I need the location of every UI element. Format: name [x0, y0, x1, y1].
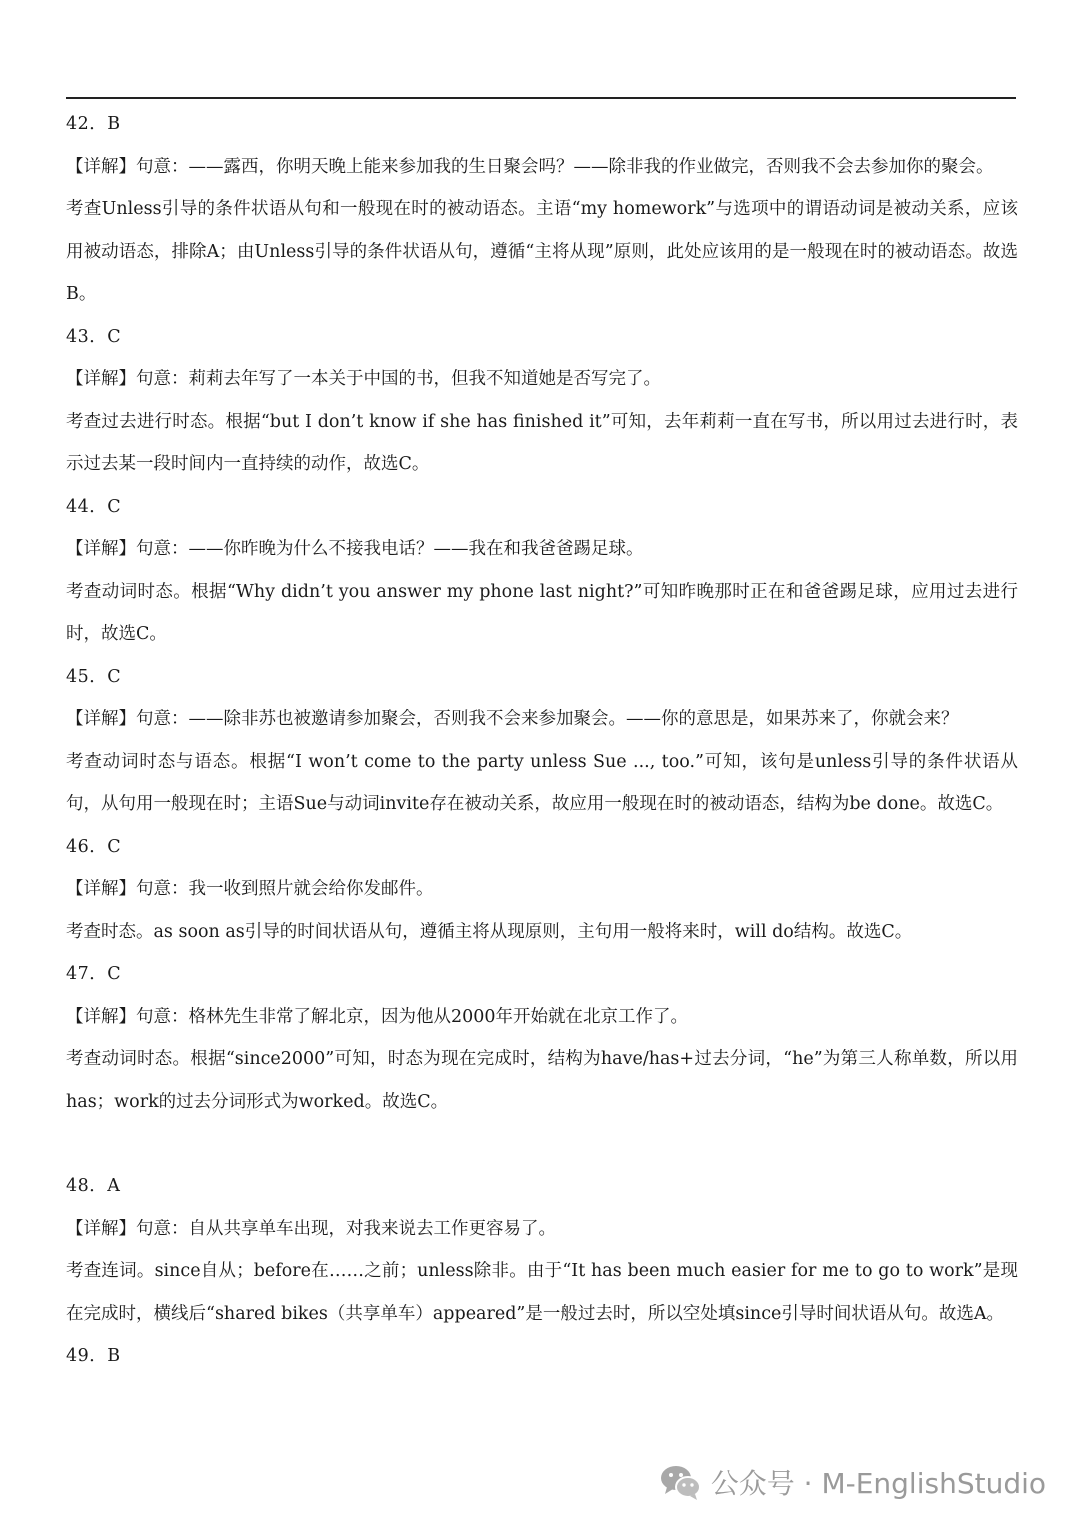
explanation-analysis: 考查过去进行时态。根据“but I don’t know if she has finished it”可知，去年莉莉一直在写书，所以用过去进行时，表示过去某一段时间内一直持续的动作，故选C。 — [66, 411, 1018, 474]
answer-item-44 — [66, 486, 1018, 656]
answer-item-47 — [66, 953, 1018, 1123]
explanation-analysis: 考查动词时态与语态。根据“I won’t come to the party unless Sue ..., too.”可知，该句是unless引导的条件状语从句，从句用一般现在时；主语Sue与动词invite存在被动关系，故应用一般现在时的被动语态，结构为be done。故选C。 — [66, 751, 1018, 814]
answer-item-46 — [66, 826, 1018, 954]
question-number: 49．B — [66, 1346, 121, 1366]
question-number: 44．C — [66, 496, 122, 517]
answer-item-42 — [66, 103, 1018, 316]
question-number: 45．C — [66, 666, 122, 687]
explanation-translation: 【详解】句意：自从共享单车出现，对我来说去工作更容易了。 — [66, 1218, 556, 1239]
explanation-analysis: 考查Unless引导的条件状语从句和一般现在时的被动语态。主语“my homework”与选项中的谓语动词是被动关系，应该用被动语态，排除A；由Unless引导的条件状语从句，遵循“主将从现”原则，此处应该用的是一般现在时的被动语态。故选B。 — [66, 199, 1018, 304]
explanation-analysis: 考查动词时态。根据“Why didn’t you answer my phone last night?”可知昨晚那时正在和爸爸踢足球，应用过去进行时，故选C。 — [66, 581, 1018, 644]
explanation-translation: 【详解】句意：——露西，你明天晚上能来参加我的生日聚会吗？——除非我的作业做完，否则我不会去参加你的聚会。 — [66, 156, 994, 177]
explanation-translation: 【详解】句意：格林先生非常了解北京，因为他从2000年开始就在北京工作了。 — [66, 1006, 689, 1027]
explanation-translation: 【详解】句意：——你昨晚为什么不接我电话？——我在和我爸爸踢足球。 — [66, 539, 644, 559]
question-number: 43．C — [66, 326, 122, 347]
answer-item-49 — [66, 1335, 1018, 1378]
watermark-text: 公众号 · M-EnglishStudio — [710, 1467, 1046, 1500]
explanation-analysis: 考查动词时态。根据“since2000”可知，时态为现在完成时，结构为have/has+过去分词，“he”为第三人称单数，所以用has；work的过去分词形式为worked。故选C。 — [66, 1049, 1018, 1112]
watermark — [659, 1458, 1046, 1506]
header-rule — [66, 97, 1016, 99]
question-number: 48．A — [66, 1176, 121, 1196]
explanation-translation: 【详解】句意：——除非苏也被邀请参加聚会，否则我不会来参加聚会。——你的意思是，如果苏来了，你就会来？ — [66, 709, 959, 729]
answer-item-45 — [66, 656, 1018, 826]
explanation-analysis: 考查连词。since自从；before在……之前；unless除非。由于“It has been much easier for me to go to work”是现在完成时，横线后“shared bikes（共享单车）appeared”是一般过去时，所以空处填since引导时间状语从句。故选A。 — [66, 1261, 1018, 1324]
wechat-icon — [659, 1463, 703, 1501]
question-number: 42．B — [66, 114, 121, 134]
explanation-analysis: 考查时态。as soon as引导的时间状语从句，遵循主将从现原则，主句用一般将来时，will do结构。故选C。 — [66, 921, 913, 942]
explanation-translation: 【详解】句意：莉莉去年写了一本关于中国的书，但我不知道她是否写完了。 — [66, 369, 661, 389]
answer-item-48 — [66, 1165, 1018, 1335]
answer-item-43 — [66, 316, 1018, 486]
question-number: 47．C — [66, 964, 122, 984]
explanation-translation: 【详解】句意：我一收到照片就会给你发邮件。 — [66, 879, 434, 899]
question-number: 46．C — [66, 836, 122, 857]
answer-list — [66, 103, 1018, 1378]
section-gap — [66, 1123, 1018, 1165]
